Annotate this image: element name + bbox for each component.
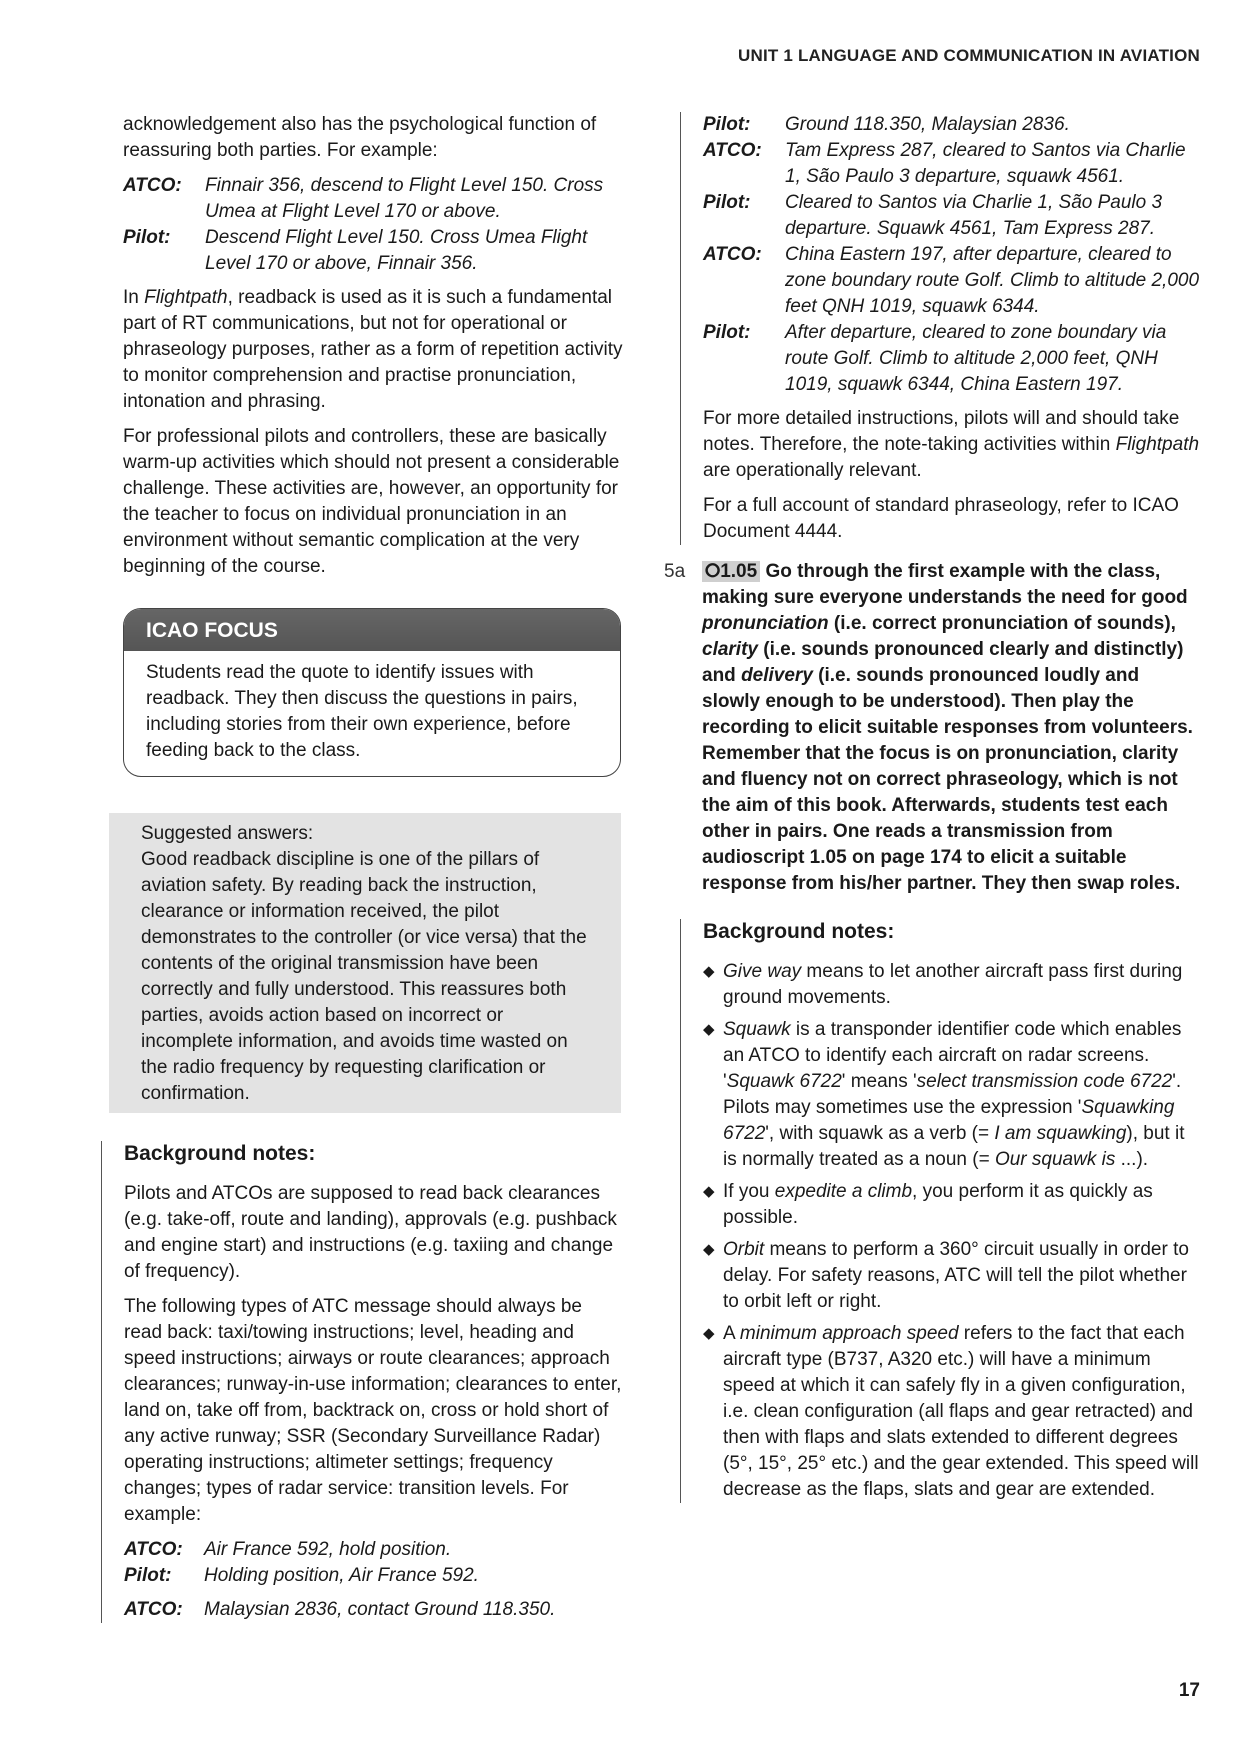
dialog-line [703, 242, 1202, 320]
text-run: (i.e. correct pronunciation of sounds), [828, 613, 1176, 634]
speaker-label: ATCO: [123, 175, 182, 196]
text-run: refers to the fact that each aircraft type (B737, A320 etc.) will have a minimum speed at which it can safely fly in a given configuration, i.e. clean configuration (all flaps and gear retracted) and then with flaps and slats extended to different degrees (5°, 15°, 25° etc.) and the gear extended. This speed will decrease as the flaps, slats and gear are extended. [723, 1323, 1199, 1500]
text-run: ), but it is normally treated as a noun (= [723, 1123, 1185, 1170]
task-number: 5a [664, 561, 686, 582]
text-run: ...). [1115, 1149, 1149, 1170]
task-5a [664, 559, 1202, 897]
professional-paragraph: For professional pilots and controllers, these are basically warm-up activities which should not present a considerable challenge. These activities are, however, an opportunity for the teacher to focus on individual pronunciation in an environment without semantic complication at the very beginning of the course. [123, 426, 620, 577]
dialog-text: China Eastern 197, after departure, cleared to zone boundary route Golf. Climb to altitude 2,000 feet QNH 1019, squawk 6344. [785, 244, 1200, 317]
suggested-answers-text: Good readback discipline is one of the pillars of aviation safety. By reading back the instruction, clearance or information received, the pilot demonstrates to the controller (or vice versa) that the contents of the original transmission have been correctly and fully understood. This reassures both parties, avoids action based on incorrect or incomplete information, and avoids time wasted on the radio frequency by requesting clarification or confirmation. [141, 849, 587, 1104]
term: clarity [702, 639, 758, 660]
book-title: Flightpath [144, 287, 228, 308]
notes-list [703, 959, 1202, 1503]
example-dialog-1 [123, 173, 623, 277]
text-run: In [123, 287, 145, 308]
term: minimum approach speed [739, 1323, 959, 1344]
term: delivery [741, 665, 813, 686]
list-item [703, 1017, 1202, 1173]
right-column [664, 112, 1202, 1509]
text-run: ' means ' [841, 1071, 917, 1092]
text-run: , you perform it as quickly as possible. [723, 1181, 1153, 1228]
term: expedite a climb [774, 1181, 913, 1202]
text-run: Go through the first example with the class, making sure everyone understands the need for good [702, 561, 1188, 608]
text-run: (i.e. sounds pronounced loudly and slowly enough to be understood). Then play the recording to elicit suitable responses from volunteers. Remember that the focus is on pronunciation, clarity and fluency not on correct phraseology, which is not the aim of this book. Afterwards, students test each other in pairs. One reads a transmission from audioscript 1.05 on page 174 to elicit a suitable response from his/her partner. They then swap roles. [702, 665, 1193, 894]
example-dialog-2 [124, 1537, 623, 1589]
page-number: 17 [1178, 1680, 1200, 1701]
running-header: UNIT 1 LANGUAGE AND COMMUNICATION IN AVIATION [738, 46, 1200, 65]
dialog-line [703, 190, 1202, 242]
text-run: means to perform a 360° circuit usually in order to delay. For safety reasons, ATC will tell the pilot whether to orbit left or right. [723, 1239, 1189, 1312]
track-number: 1.05 [720, 561, 758, 582]
background-notes-title: Background notes: [124, 1142, 316, 1165]
dialog-text: Descend Flight Level 150. Cross Umea Flight Level 170 or above, Finnair 356. [205, 227, 588, 274]
dialog-text: Tam Express 287, cleared to Santos via Charlie 1, São Paulo 3 departure, squawk 4561. [785, 140, 1186, 187]
suggested-answers-box [109, 813, 621, 1113]
suggested-answers-title: Suggested answers: [141, 823, 314, 844]
icao-focus-box [123, 608, 621, 777]
speaker-label: ATCO: [124, 1539, 183, 1560]
term: Squawk 6722 [726, 1071, 842, 1092]
term: Give way [723, 961, 802, 982]
term: Orbit [723, 1239, 765, 1260]
term: Our squawk is [994, 1149, 1116, 1170]
term: Squawk [723, 1019, 791, 1040]
background-notes-left [101, 1141, 623, 1623]
flightpath-paragraph [123, 285, 623, 415]
term: Squawking 6722 [723, 1097, 1175, 1144]
intro-paragraph: acknowledgement also has the psychological function of reassuring both parties. For example: [123, 114, 597, 161]
text-run: A [723, 1323, 740, 1344]
background-notes-title: Background notes: [703, 920, 895, 943]
list-item [703, 1237, 1202, 1315]
icao-focus-title: ICAO FOCUS [124, 609, 620, 651]
dialog-text: After departure, cleared to zone boundary via route Golf. Climb to altitude 2,000 feet, QNH 1019, squawk 6344, China Eastern 197. [785, 322, 1167, 395]
text-run: are operationally relevant. [703, 460, 922, 481]
dialog-line [703, 320, 1202, 398]
term: pronunciation [702, 613, 829, 634]
list-item [703, 959, 1202, 1011]
dialog-text: Air France 592, hold position. [204, 1539, 452, 1560]
dialog-line [703, 138, 1202, 190]
list-item [703, 1321, 1202, 1503]
text-run: is a transponder identifier code which enables an ATCO to identify each aircraft on radar screens. ' [723, 1019, 1182, 1092]
continued-notes [680, 112, 1202, 545]
bullet-icon: ◆ [703, 1183, 715, 1200]
text-run: (i.e. sounds pronounced clearly and distinctly) and [702, 639, 1184, 686]
text-run: For more detailed instructions, pilots will and should take notes. Therefore, the note-taking activities within [703, 408, 1180, 455]
dialog-line [124, 1537, 623, 1563]
term: select transmission code 6722 [916, 1071, 1173, 1092]
bullet-icon: ◆ [703, 1325, 715, 1342]
example-dialog-3 [124, 1597, 623, 1623]
list-item [703, 1179, 1202, 1231]
text-run: ', with squawk as a verb (= [765, 1123, 995, 1144]
background-paragraph-1: Pilots and ATCOs are supposed to read back clearances (e.g. take-off, route and landing), approvals (e.g. pushback and engine start) and instructions (e.g. taxiing and change of frequency). [124, 1183, 617, 1282]
disc-icon: ⭘ [705, 561, 721, 582]
dialog-line [123, 173, 623, 225]
bullet-icon: ◆ [703, 963, 715, 980]
example-dialog-4 [703, 112, 1202, 398]
dialog-line [703, 112, 1202, 138]
dialog-line [123, 225, 623, 277]
phraseology-paragraph: For a full account of standard phraseology, refer to ICAO Document 4444. [703, 495, 1179, 542]
dialog-text: Malaysian 2836, contact Ground 118.350. [204, 1599, 556, 1620]
text-run: , readback is used as it is such a fundamental part of RT communications, but not for operational or phraseology purposes, rather as a form of repetition activity to monitor comprehension and practise pronunciation, intonation and phrasing. [123, 287, 623, 412]
left-column [123, 112, 623, 1631]
speaker-label: Pilot: [703, 192, 751, 213]
dialog-text: Ground 118.350, Malaysian 2836. [785, 114, 1070, 135]
background-notes-right [680, 919, 1202, 1503]
term: I am squawking [994, 1123, 1127, 1144]
dialog-text: Finnair 356, descend to Flight Level 150. Cross Umea at Flight Level 170 or above. [205, 175, 604, 222]
bullet-icon: ◆ [703, 1241, 715, 1258]
speaker-label: Pilot: [703, 114, 751, 135]
speaker-label: Pilot: [703, 322, 751, 343]
speaker-label: Pilot: [123, 227, 171, 248]
speaker-label: Pilot: [124, 1565, 172, 1586]
bullet-icon: ◆ [703, 1021, 715, 1038]
book-title: Flightpath [1115, 434, 1200, 455]
speaker-label: ATCO: [703, 140, 762, 161]
dialog-text: Holding position, Air France 592. [204, 1565, 479, 1586]
dialog-text: Cleared to Santos via Charlie 1, São Paulo 3 departure. Squawk 4561, Tam Express 287. [785, 192, 1163, 239]
text-run: If you [723, 1181, 775, 1202]
speaker-label: ATCO: [124, 1599, 183, 1620]
text-run: means to let another aircraft pass first during ground movements. [723, 961, 1183, 1008]
dialog-line [124, 1597, 623, 1623]
note-taking-paragraph [703, 406, 1202, 484]
icao-focus-text: Students read the quote to identify issues with readback. They then discuss the questions in pairs, including stories from their own experience, before feeding back to the class. [146, 662, 578, 761]
background-paragraph-2: The following types of ATC message should always be read back: taxi/towing instructions; level, heading and speed instructions; airways or route clearances; approach clearances; runway-in-use information; clearances to enter, land on, take off from, backtrack on, cross or hold short of any active runway; SSR (Secondary Surveillance Radar) operating instructions; altimeter settings; frequency changes; types of radar service: transition levels. For example: [124, 1296, 622, 1525]
dialog-line [124, 1563, 623, 1589]
audio-track-ref [702, 561, 760, 582]
text-run: '. Pilots may sometimes use the expression ' [723, 1071, 1182, 1118]
speaker-label: ATCO: [703, 244, 762, 265]
